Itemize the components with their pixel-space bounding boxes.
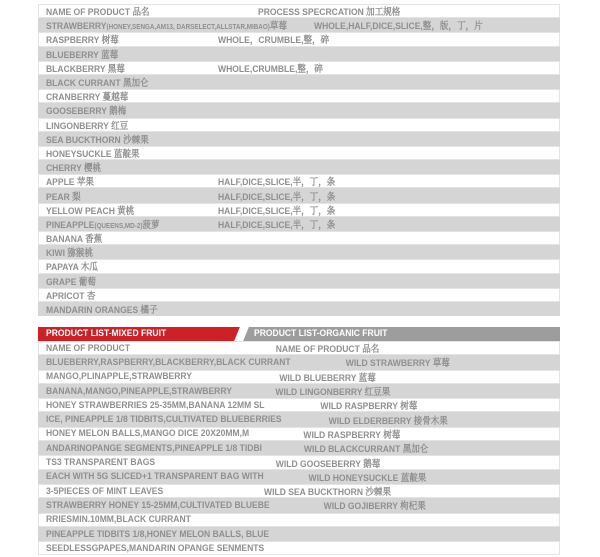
table-row [38,513,560,527]
organic-fruit-cell: WILD GOJIBERRY 枸杞果 [323,501,426,513]
product-name-cell: GRAPE 葡萄 [46,276,96,288]
table-row [38,231,560,245]
product-name-cell: APRICOT 杏 [46,290,96,302]
table-row [38,384,560,398]
product-name-cell: BLACK CURRANT 黑加仑 [46,78,149,90]
organic-fruit-cell: WILD HONEYSUCKLE 蓝靛果 [308,472,427,484]
organic-fruit-cell [288,543,448,554]
table-row [38,188,560,202]
table-row [38,441,560,455]
table-row [38,203,560,217]
table-row [38,455,560,469]
product-name-cell: BANANA 香蕉 [46,234,103,246]
product-name-cell: CHERRY 樱桃 [46,163,102,175]
mixed-fruit-cell: 3-5PIECES OF MINT LEAVES [46,485,164,497]
table-row [38,370,560,384]
table-row [38,132,560,146]
product-name-cell: KIWI 猕猴桃 [46,248,94,260]
mixed-fruit-cell: HONEY STRAWBERRIES 25-35MM,BANANA 12MM SL [46,399,265,411]
mixed-fruit-cell: ANDARINOPANGE SEGMENTS,PINEAPPLE 1/8 TIDBI [46,442,262,454]
product-name-cell: MANDARIN ORANGES 橘子 [46,305,158,317]
organic-fruit-banner-title: PRODUCT LIST-ORGANIC FRUIT [254,328,388,339]
mixed-fruit-cell: EACH WITH 5G SLICED+1 TRANSPARENT BAG WITH [46,471,264,483]
product-name-cell: BLACKBERRY 黑莓 [46,63,125,75]
mixed-fruit-cell: RRIESMIN.10MM,BLACK CURRANT [46,514,191,526]
table-row [38,160,560,174]
process-spec-cell: WHOLE,CRUMBLE,整，碎 [218,63,323,75]
product-name-cell: PEAR 梨 [46,191,81,203]
product-name-header: NAME OF PRODUCT 品名 [46,7,150,19]
organic-fruit-cell: WILD ELDERBERRY 接骨木果 [328,415,448,427]
process-spec-cell: HALF,DICE,SLICE,半，丁，条 [218,205,336,217]
product-name-cell: YELLOW PEACH 黄桃 [46,205,135,217]
process-spec-header: PROCESS SPECRCATION 加工规格 [258,7,401,19]
table-row [38,302,560,316]
mixed-fruit-cell: HONEY MELON BALLS,MANGO DICE 20X20MM,M [46,428,250,440]
table-row [38,527,560,541]
table-row [38,75,560,89]
table-row [38,174,560,188]
table-row [38,259,560,273]
product-name-cell: APPLE 苹果 [46,177,94,189]
table-row [38,89,560,103]
table-row [38,541,560,555]
mixed-fruit-banner-title: PRODUCT LIST-MIXED FRUIT [46,328,167,339]
product-name-cell: CRANBERRY 蔓越莓 [46,92,129,104]
organic-fruit-cell: WILD RASPBERRY 树莓 [320,401,418,413]
table-row [38,412,560,426]
product-name-cell: BLUEBERRY 蓝莓 [46,49,119,61]
process-spec-table [38,4,560,316]
product-name-cell: STRAWBERRY(HONEY,SENGA,AM13, DARSELECT,ALLSTAR,MIBAO)草莓 [46,21,287,33]
table-row [38,18,560,32]
organic-fruit-cell: WILD BLACKCURRANT 黑加仑 [303,444,429,456]
table-row [38,61,560,75]
organic-fruit-cell: WILD STRAWBERRY 草莓 [345,358,450,370]
organic-fruit-cell: WILD SEA BUCKTHORN 沙棘果 [264,487,392,499]
process-spec-cell: WHOLE,HALF,DICE,SLICE,整，版，丁，片 [313,21,483,33]
process-spec-cell: HALF,DICE,SLICE,半，丁，条 [218,177,336,189]
product-name-cell: LINGONBERRY 红豆 [46,120,129,132]
table-row [38,103,560,117]
process-spec-cell: WHOLE，CRUMBLE,整，碎 [218,35,330,47]
table-row [38,427,560,441]
organic-fruit-cell: NAME OF PRODUCT 品名 [276,344,380,356]
mixed-fruit-cell: NAME OF PRODUCT [46,342,131,354]
mixed-fruit-cell: STRAWBERRY HONEY 15-25MM,CULTIVATED BLUEBE [46,499,270,511]
variety-note: (QUEENS,MD-2) [94,222,143,230]
table-row [38,398,560,412]
table-row [38,498,560,512]
mixed-fruit-cell: BANANA,MANGO,PINEAPPLE,STRAWBERRY [46,385,232,397]
table-row [38,217,560,231]
product-name-cell: GOOSEBERRY 鹅梅 [46,106,127,118]
table-row [38,341,560,355]
mixed-fruit-cell: PINEAPPLE TIDBITS 1/8,HONEY MELON BALLS, BLUE [46,528,270,540]
table-row [38,288,560,302]
spec-table-header-row [38,4,560,18]
table-row [38,470,560,484]
table-row [38,245,560,259]
table-row [38,274,560,288]
product-name-cell: SEA BUCKTHORN 沙棘果 [46,134,149,146]
table-row [38,146,560,160]
mixed-fruit-cell: TS3 TRANSPARENT BAGS [46,457,156,469]
product-name-cell: PAPAYA 木瓜 [46,262,98,274]
table-row [38,32,560,46]
table-row [38,484,560,498]
mixed-fruit-cell: BLUEBERRY,RASPBERRY,BLACKBERRY,BLACK CURRANT [46,356,291,368]
organic-fruit-cell: WILD RASPBERRY 树莓 [303,429,401,441]
organic-fruit-cell: WILD GOOSEBERRY 鹅莓 [275,458,381,470]
table-row [38,118,560,132]
process-spec-cell: HALF,DICE,SLICE,半，丁，条 [218,219,336,231]
product-list-table [38,341,560,555]
organic-fruit-cell: WILD BLUEBERRY 蓝莓 [279,372,377,384]
table-row [38,355,560,369]
organic-fruit-cell [248,514,408,525]
table-row [38,47,560,61]
organic-fruit-cell: WILD LINGONBERRY 红豆果 [275,387,391,399]
variety-note: (HONEY,SENGA,AM13, DARSELECT,ALLSTAR,MIBAO) [106,24,270,32]
product-name-cell: PINEAPPLE(QUEENS,MD-2)菠萝 [46,219,160,231]
product-list-banner [38,327,560,341]
spec-table-body [38,18,560,316]
product-name-cell: HONEYSUCKLE 蓝靛果 [46,148,140,160]
organic-fruit-cell [294,529,454,540]
mixed-fruit-cell: MANGO,PLINAPPLE,STRAWBERRY [46,371,192,383]
mixed-fruit-cell: ICE, PINEAPPLE 1/8 TIDBITS,CULTIVATED BLUEBERRIES [46,414,282,426]
process-spec-cell: HALF,DICE,SLICE,半，丁，条 [218,191,336,203]
mixed-fruit-cell: SEEDLESSGPAPES,MANDARIN OPANGE SENMENTS [46,542,265,554]
product-name-cell: RASPBERRY 树莓 [46,35,119,47]
